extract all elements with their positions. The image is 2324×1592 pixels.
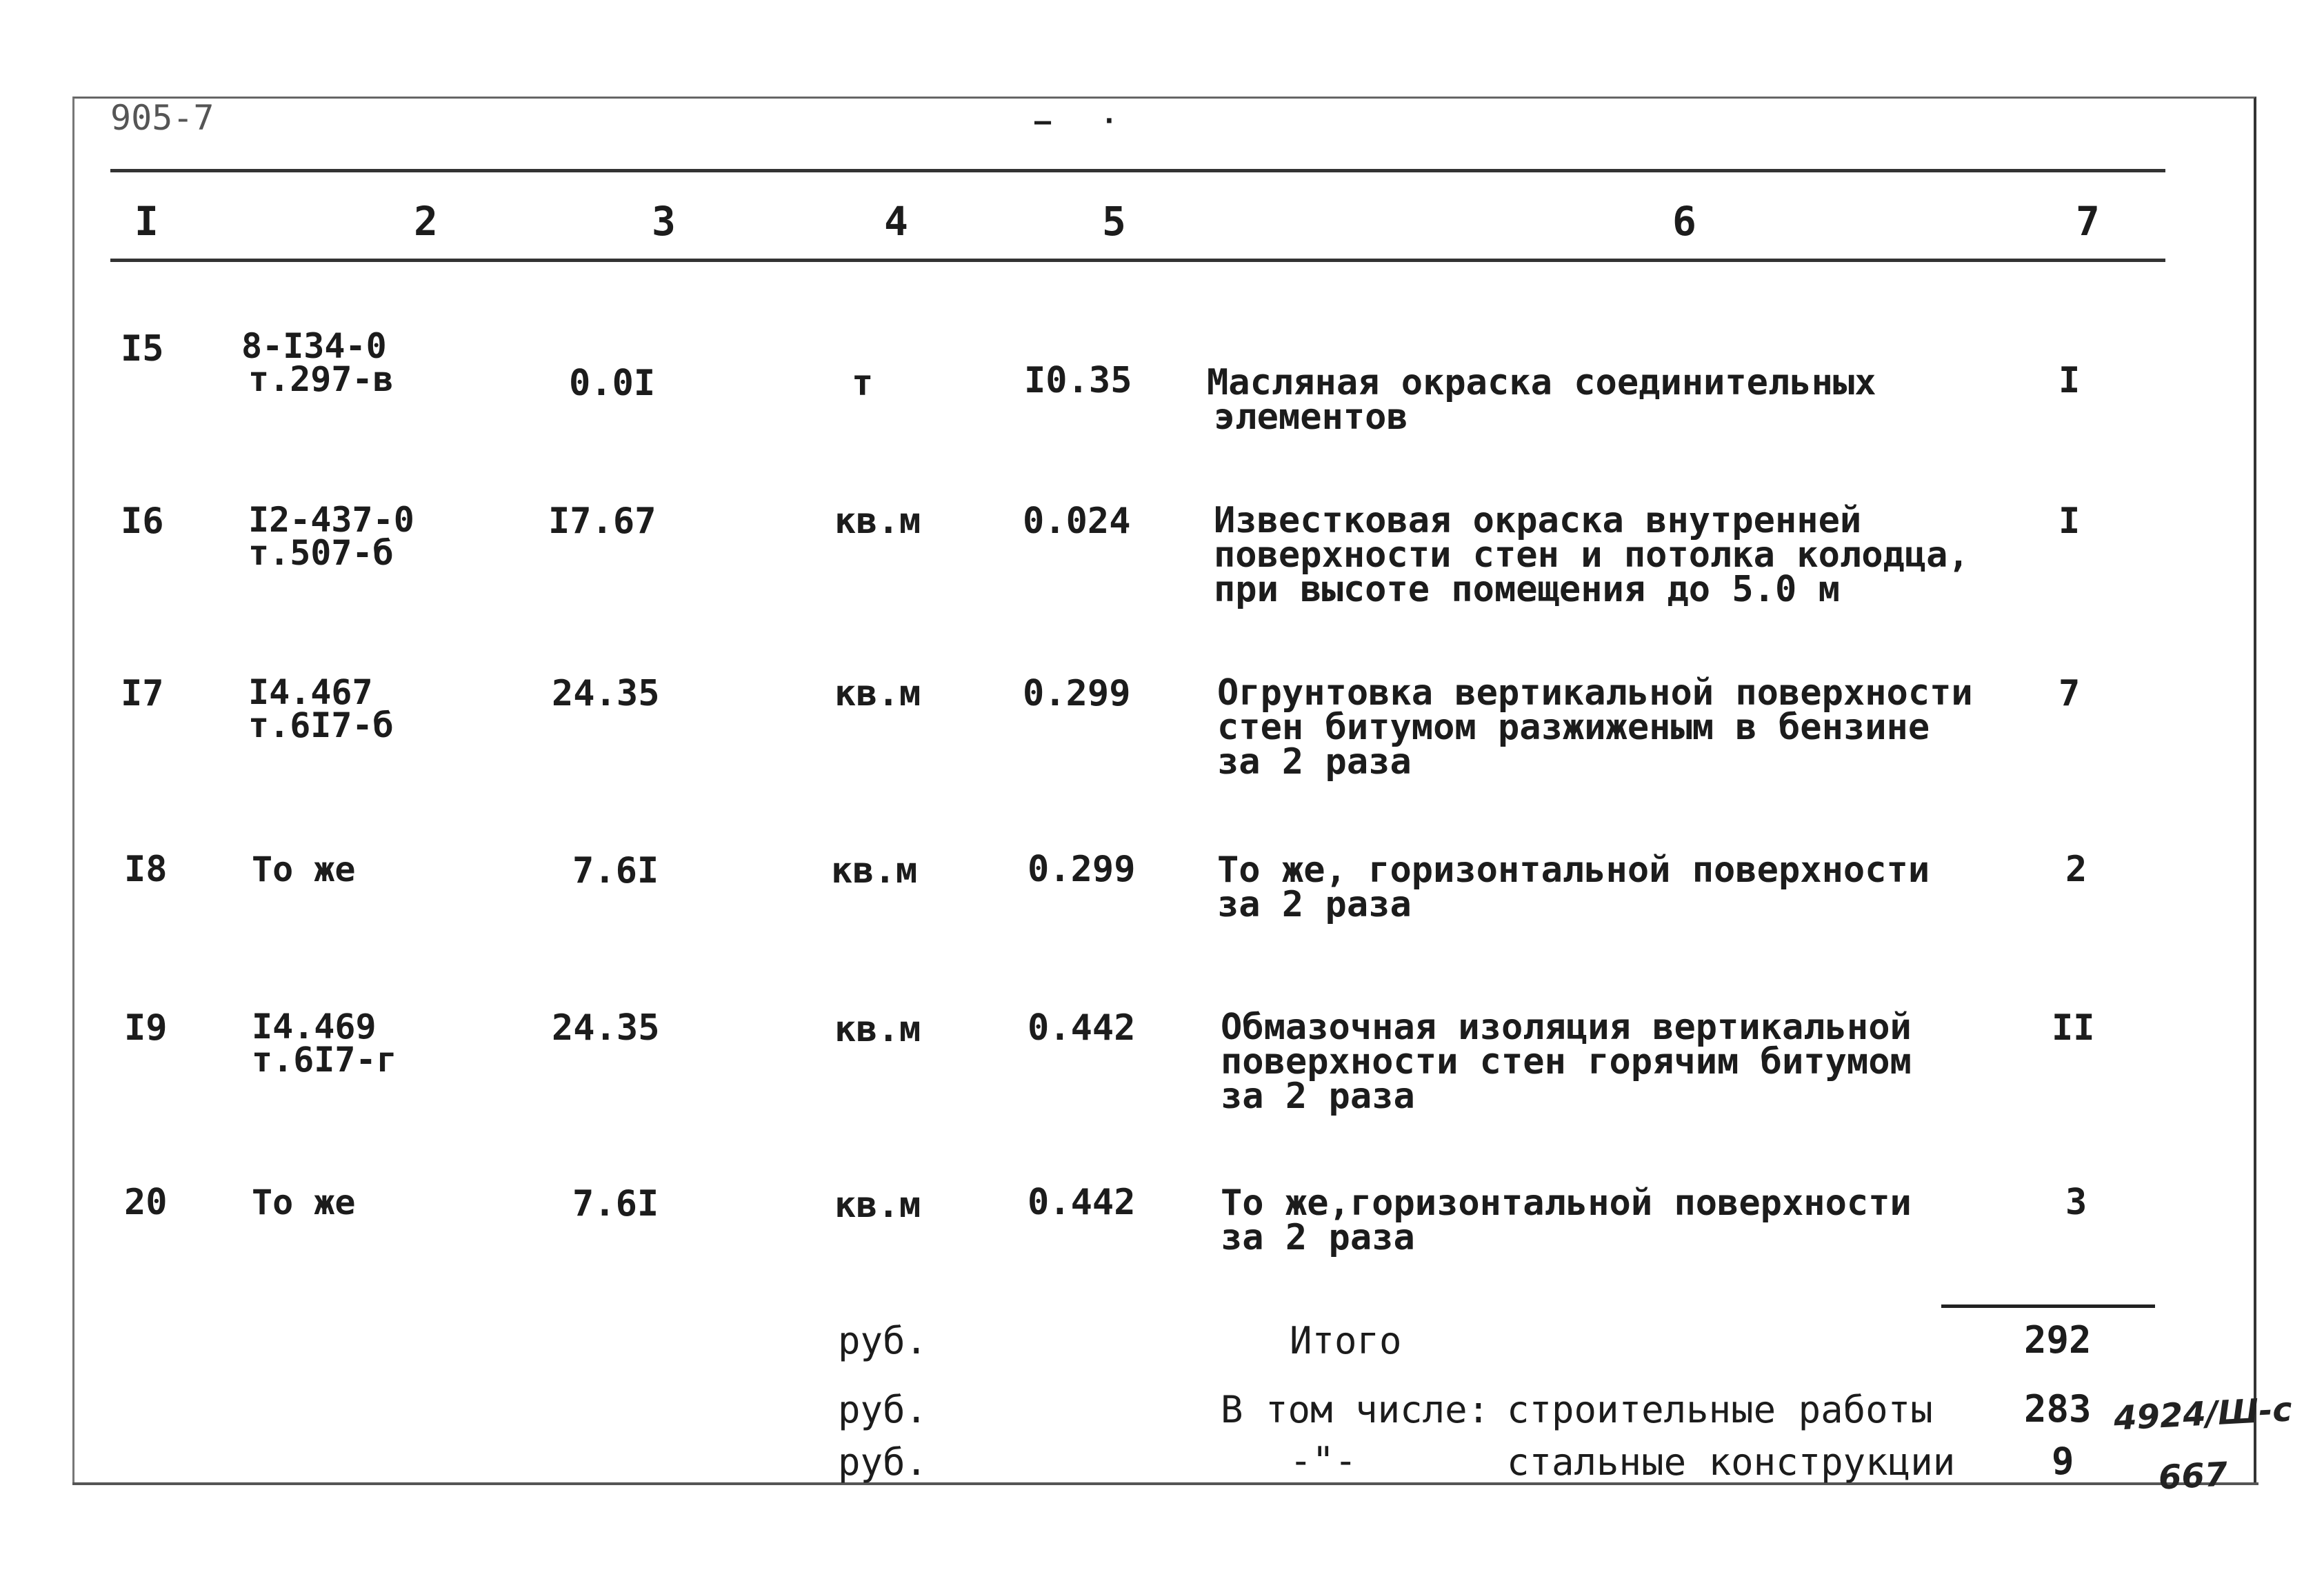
- description-line-2: элементов: [1214, 396, 1408, 438]
- description-line-2: за 2 раза: [1217, 884, 1412, 925]
- norm-code: 8-I34-0: [241, 326, 387, 366]
- unit-cost: 0.442: [1028, 1182, 1136, 1223]
- row-number: I8: [124, 849, 168, 890]
- header-bottom-rule: [110, 259, 2165, 262]
- norm-code: То же: [252, 1182, 356, 1222]
- description-line-3: при высоте помещения до 5.0 м: [1214, 569, 1840, 610]
- norm-table-ref: т.6I7-б: [248, 705, 394, 745]
- unit: кв.м: [831, 850, 918, 891]
- total-unit: руб.: [838, 1319, 928, 1362]
- norm-code: То же: [252, 849, 356, 889]
- total-rule: [1941, 1304, 2155, 1308]
- norm-table-ref: т.6I7-г: [252, 1040, 397, 1080]
- row-number: 20: [124, 1182, 168, 1223]
- construction-label: строительные работы: [1507, 1388, 1933, 1431]
- row-value: I: [2058, 360, 2081, 401]
- norm-code: I2-437-0: [248, 500, 414, 540]
- unit: кв.м: [834, 501, 921, 542]
- steel-prefix: -"-: [1290, 1439, 1357, 1482]
- norm-table-ref: т.297-в: [248, 359, 394, 399]
- col-header-3: 3: [652, 198, 676, 245]
- col-header-4: 4: [884, 198, 908, 245]
- unit-cost: 0.024: [1023, 501, 1131, 542]
- quantity: 7.6I: [572, 850, 659, 891]
- row-value: 2: [2065, 849, 2087, 890]
- construction-unit: руб.: [838, 1388, 928, 1431]
- sheet-code: 905-7: [110, 98, 214, 138]
- unit: кв.м: [834, 673, 921, 714]
- table-top-rule: [110, 169, 2165, 172]
- description-line-1: То же,горизонтальной поверхности: [1221, 1182, 1912, 1224]
- quantity: I7.67: [548, 501, 657, 542]
- description-line-1: То же, горизонтальной поверхности: [1217, 849, 1930, 891]
- steel-unit: руб.: [838, 1440, 928, 1484]
- row-number: I7: [121, 673, 164, 714]
- row-number: I6: [121, 501, 164, 542]
- description-line-1: Огрунтовка вертикальной поверхности: [1217, 672, 1973, 714]
- description-line-2: стен битумом разжиженым в бензине: [1217, 707, 1930, 748]
- page-number: 667: [2157, 1455, 2229, 1498]
- col-header-5: 5: [1102, 198, 1126, 245]
- row-value: II: [2052, 1007, 2095, 1049]
- col-header-2: 2: [414, 198, 438, 245]
- description-line-1: Масляная окраска соединительных: [1207, 362, 1876, 403]
- unit: кв.м: [834, 1009, 921, 1050]
- header-marks: – ·: [1034, 105, 1118, 137]
- archive-number: 4924/Ш-с: [2112, 1390, 2294, 1438]
- col-header-7: 7: [2076, 198, 2100, 245]
- norm-code: I4.467: [248, 672, 373, 712]
- col-header-1: I: [134, 198, 159, 245]
- quantity: 24.35: [552, 1007, 660, 1049]
- construction-value: 283: [2024, 1387, 2092, 1431]
- unit-cost: 0.442: [1028, 1007, 1136, 1049]
- norm-code: I4.469: [252, 1007, 377, 1047]
- description-line-2: поверхности стен и потолка колодца,: [1214, 534, 1970, 576]
- unit-cost: 0.299: [1023, 673, 1131, 714]
- total-label: Итого: [1290, 1319, 1402, 1362]
- quantity: 24.35: [552, 673, 660, 714]
- description-line-1: Известковая окраска внутренней: [1214, 500, 1862, 541]
- page-frame: [72, 97, 2256, 1484]
- quantity: 0.0I: [569, 363, 656, 404]
- steel-value: 9: [2052, 1440, 2074, 1483]
- unit-cost: 0.299: [1028, 849, 1136, 890]
- unit: кв.м: [834, 1185, 921, 1226]
- col-header-6: 6: [1672, 198, 1696, 245]
- row-value: 3: [2065, 1182, 2087, 1223]
- construction-prefix: В том числе:: [1221, 1388, 1490, 1431]
- row-value: 7: [2058, 673, 2081, 714]
- norm-table-ref: т.507-б: [248, 533, 394, 573]
- unit: т: [852, 363, 874, 404]
- description-line-3: за 2 раза: [1217, 741, 1412, 783]
- description-line-1: Обмазочная изоляция вертикальной: [1221, 1007, 1912, 1048]
- description-line-2: за 2 раза: [1221, 1217, 1415, 1258]
- row-number: I9: [124, 1007, 168, 1049]
- steel-label: стальные конструкции: [1507, 1440, 1956, 1484]
- quantity: 7.6I: [572, 1183, 659, 1225]
- description-line-2: поверхности стен горячим битумом: [1221, 1041, 1912, 1082]
- unit-cost: I0.35: [1024, 360, 1132, 401]
- description-line-3: за 2 раза: [1221, 1076, 1415, 1117]
- total-value: 292: [2024, 1318, 2092, 1362]
- row-value: I: [2058, 501, 2081, 542]
- row-number: I5: [121, 328, 164, 370]
